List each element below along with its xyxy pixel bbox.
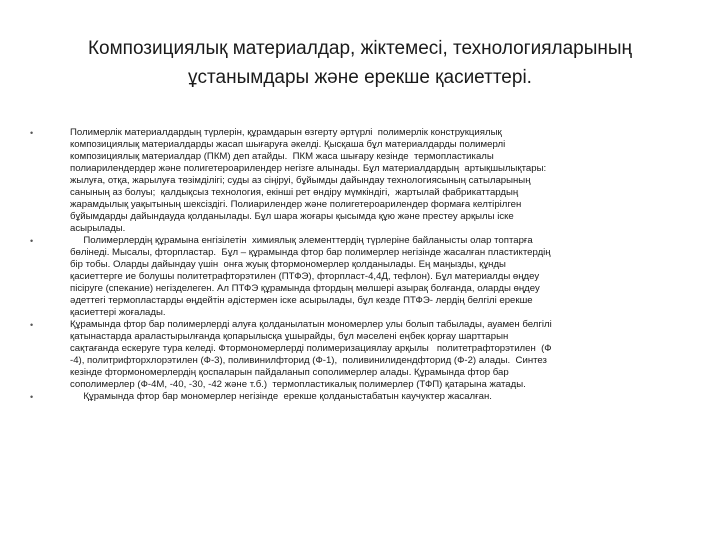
text-line: Полимерлердің құрамына енгізілетін химиялық элементтердің түрлеріне байланысты олар топтарға (70, 235, 533, 246)
bullet-list (30, 127, 690, 403)
text-line: жылуға, отқа, жарылуға төзімділігі; суды аз сіңіруі, бұйымды дайындау технологиясының сатыларының (70, 175, 531, 186)
title-line: ұстанымдары және ерекше қасиеттері. (188, 67, 532, 88)
bullet-item-rubbers (30, 391, 690, 403)
text-line: полиарилендердер және полигетероарилендер негізге алынады. Бұл материалдардың артықшылықтары: (70, 163, 547, 174)
bullet-item-advantages (30, 127, 690, 235)
bullet-icon: • (30, 392, 34, 402)
text-line: пісіруге (спекание) негізделеген. Ал ПТФЭ құрамында фтордың мөлшері азырақ болғанда, оларды өңдеу (70, 283, 540, 294)
text-line: кезінде фтормономерлердің қоспаларын пайдаланып сополимерлер алады. Құрамында фтор бар (70, 367, 509, 378)
text-line: асырылады. (70, 223, 126, 234)
text-line: композициялық материалдар (ПКМ) деп атайды. ПКМ жаса шығару кезінде термопластикалы (70, 151, 494, 162)
slide-title (60, 34, 660, 92)
text-line: сақтағанда ескеруге тура келеді. Фтормономерлерді полимеризациялау арқылы политетрафторэтилен (Ф (70, 343, 552, 354)
text-line: Құрамында фтор бар мономерлер негізінде ерекше қолданыстабатын каучуктер жасалған. (70, 391, 492, 402)
text-line: қатынастарда араластырылғанда қопарылысқа ұшырайды, бұл мәселені еңбек қорғау шарттарын (70, 331, 509, 342)
text-line: -4), политрифторхлорэтилен (Ф-3), поливинилфторид (Ф-1), поливинилидендфторид (Ф-2) алады. Синтез (70, 355, 547, 366)
text-line: қасиеттері жоғалады. (70, 307, 166, 318)
bullet-icon: • (30, 128, 34, 138)
bullet-icon: • (30, 236, 34, 246)
title-line: Композициялық материалдар, жіктемесі, технологияларының (87, 38, 633, 59)
text-line: Құрамында фтор бар полимерлерді алуға қолданылатын мономерлер улы болып табылады, ауамен белгілі (70, 319, 552, 330)
text-line: әдеттегі термопластарды өңдейтін әдістермен іске асырылады, бұл кезде ПТФЭ- лердің белгілі ерекше (70, 295, 533, 306)
text-line: композициялық материалдарды жасап шығаруға әкелді. Қысқаша бұл материалдарды полимерлі (70, 139, 506, 150)
text-line: санының аз болуы; қалдықсыз технология, екінші рет өндіру мүмкіндігі, жартылай фабрикаттардың (70, 187, 519, 198)
text-line: бұйымдарды дайындауда қолданылады. Бұл шара жоғары қысымда құю және престеу арқылы іске (70, 211, 514, 222)
bullet-item-fluoroplastics (30, 235, 690, 319)
bullet-item-monomers (30, 319, 690, 391)
text-line: жарамдылық уақытының шексіздігі. Полиарилендер және полигетероарилендер формаға келтірілген (70, 199, 522, 210)
bullet-icon: • (30, 320, 34, 330)
text-line: бір тобы. Оларды дайындау үшін онға жуық фтормономерлер қолданылады. Ең маңызды, құнды (70, 259, 506, 270)
text-line: бөлінеді. Мысалы, фторпластар. Бұл – құрамында фтор бар полимерлер негізінде жасалған пластиктердің (70, 247, 551, 258)
text-line: қасиеттерге ие болушы политетрафторэтилен (ПТФЭ), фторпласт-4,4Д, тефлон). Бұл материалды өңдеу (70, 271, 540, 282)
text-line: Полимерлік материалдардың түрлерін, құрамдарын өзгерту әртүрлі полимерлік конструкциялық (70, 127, 502, 138)
text-line: сополимерлер (Ф-4М, -40, -30, -42 және т.б.) термопластикалық полимерлер (ТФП) қатарына жатады. (70, 379, 526, 390)
